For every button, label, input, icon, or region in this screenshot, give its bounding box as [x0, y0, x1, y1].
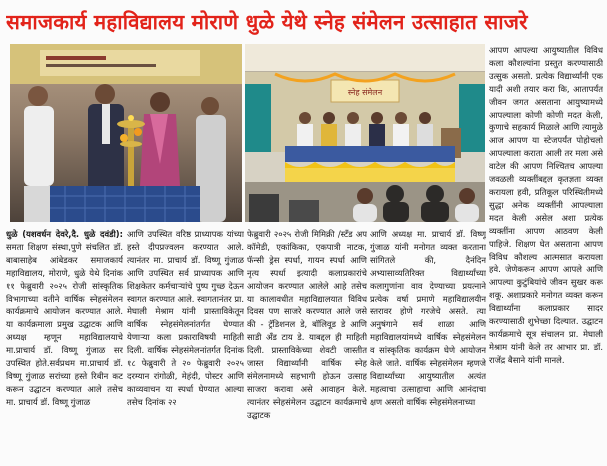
- stage-image: [245, 44, 485, 222]
- article-text-1: समता शिक्षण संस्था,पुणे संचलित डॉ. बाबासाहेब आंबेडकर समाजकार्य महाविद्यालय, मोराणे, धुळे येथे दिनांक ११ फेब्रुवारी २०२५ रोजी सांस्कृतिक विभागाच्या वतीने वार्षिक स्नेहसंमेलन कार्यक्रमाचे आयोजन करण्यात आले. या कार्यक्रमाला प्रमुख उद्घाटक आणि अध्यक्ष म्हणून महाविद्यालयाचे मा.प्राचार्य डॉ. विष्णू गुंजाळ सर उपस्थित होते.सर्वप्रथम मा.प्राचार्य डॉ. विष्णू गुंजाळ सरांच्या हस्ते रिबीन कट करून उद्घाटन करण्यात आले तसेच मा. प्राचार्य डॉ. विष्णू गुंजाळ: [6, 241, 123, 407]
- photo-lamp-lighting: [10, 44, 242, 222]
- stage-banner-text: स्नेह संमेलन: [347, 88, 383, 97]
- headline: समाजकार्य महाविद्यालय मोराणे धुळे येथे स्नेह संमेलन उत्साहात साजरे: [6, 10, 528, 34]
- article-column-2: आणि उपस्थित वरिष्ठ प्राध्यापक यांच्या हस्ते दीपप्रज्वलन करण्यात आले. त्यानंतर मा. प्राचार्य डॉ. विष्णू गुंजाळ आणि उपस्थित सर्व प्राध्यापक आणि शिक्षकेतर कर्मचाऱ्यांचे पुष्प गुच्छ देऊन स्वागत करण्यात आले. स्वागतानंतर प्रा. मेघाली मेश्राम यांनी प्रास्ताविकेतून वार्षिक स्नेहसंमेलनांतर्गत घेण्यात येणाऱ्या कला प्रकाराविषयी माहिती दिली. वार्षिक स्नेहसंमेलनांतर्गत दिनांक १८ फेब्रुवारी ते २० फेब्रुवारी २०२५ दरम्यान रांगोळी, मेहंदी, पोस्टर आणि काव्यवाचन या स्पर्धा घेण्यात आल्या तसेच दिनांक २२: [127, 229, 244, 407]
- photo-stage: [245, 44, 485, 222]
- dateline: धुळे (यशवर्धन देवरे,दै. धुळे दवंडी):: [6, 229, 123, 239]
- article-column-1: [6, 228, 123, 464]
- article-column-3: फेब्रुवारी २०२५ रोजी मिमिक्री /स्टँड अप कॉमेडी, एकांकिका, एकपात्री नाटक, फॅन्सी ड्रेस स्पर्धा, गायन स्पर्धा आणि नृत्य स्पर्धा इत्यादी कलाप्रकारांचे आयोजन करण्यात आलेले आहे तसेच या कालावधीत महाविद्यालयात विविध दिवस पण साजरे करण्यात आले जसे की - ट्रॅडिशनल डे, बॉलिवूड डे आणि साडी अँड टाय डे. याबद्दल ही माहिती दिली. प्रास्ताविकेच्या शेवटी जास्तीत जास्त विद्यार्थ्यांनी वार्षिक स्नेह संमेलनामध्ये सहभागी होऊन उत्साह साजरा करावा असे आवाहन केले. त्यानंतर स्नेहसंमेलन उद्घाटन कार्यक्रमाचे उद्घाटक: [247, 229, 367, 420]
- article-column-5: आपण आपल्या आयुष्यातील विविध कला कौशल्यांना प्रस्तुत करण्यासाठी उत्सुक असतो. प्रत्येक विद्यार्थ्यांनी एक यादी अशी तयार करा कि, आतापर्यंत जीवन जगत असताना आयुष्यामध्ये आपल्याला कोणी कोणी मदत केली, कुणाचे सहकार्य मिळाले आणि त्यामुळे आज आपण या स्टेजपर्यंत पोहोचलो आपल्याला कराता आली तर मला असे वाटेल की आपण निश्चितच आपल्या जवळली व्यक्तींबद्दल कृतज्ञता व्यक्त करायला हवी, प्रतिकूल परिस्थितीमध्ये सुद्धा अनेक व्यक्तींनी आपल्याला मदत केली असेल अशा प्रत्येक व्यक्तींना आपण आठवण केली पाहिजे. शिक्षण घेत असताना आपण विविध कौशल्य आत्मसात करायला हवे. जेणेकरून आपण आपले आणि आपल्या कुटुंबियांचे जीवन सुखर करू शकू. अशाप्रकारे मनोगत व्यक्त करून विद्यार्थ्यांना कलाप्रकार सादर करण्यासाठी शुभेच्छा दिल्यात. उद्घाटन कार्यक्रमाचे सूत्र संचालन प्रा. मेघाली मेश्राम यांनी केले तर आभार प्रा. डॉ. राजेंद्र बैसाने यांनी मानले.: [489, 45, 603, 365]
- article-column-4: आणि अध्यक्ष मा. प्राचार्य डॉ. विष्णू गुंजाळ यांनी मनोगत व्यक्त करताना सांगितले की, दैनंदिन अभ्यासाव्यतिरिक्त विद्यार्थ्यांच्या कलागुणांना वाव देण्याच्या प्रयत्नाने प्रत्येक वर्षा प्रमाणे महाविद्यालयीन स्तरावर होणे गरजेचे असते. त्या अनुषंगाने सर्व शाळा आणि महाविद्यालयांमध्ये वार्षिक स्नेहसंमेलन व सांस्कृतिक कार्यक्रम घेणे आयोजन केले जाते. वार्षिक स्नेहसंमेलन म्हणजे विद्यार्थ्यांच्या आयुष्यातील अत्यंत महत्वाचा उत्साहाचा आणि आनंदाचा क्षण असतो वार्षिक स्नेहसंमेलनाच्या: [370, 229, 486, 407]
- lamp-lighting-image: [10, 44, 242, 222]
